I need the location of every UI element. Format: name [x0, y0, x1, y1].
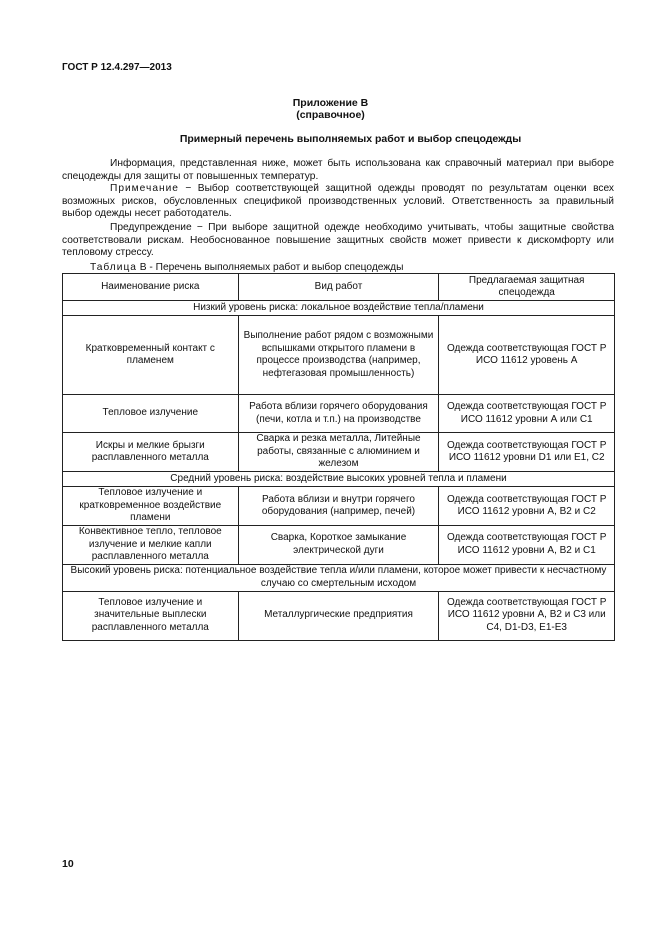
risk-cell: Тепловое излучение: [63, 395, 239, 433]
table-header-row: [63, 274, 615, 301]
page-number: 10: [62, 858, 74, 870]
clothing-cell: Одежда соответствующая ГОСТ Р ИСО 11612 уровни А, В2 и С1: [439, 526, 615, 565]
level-row-mid: [63, 472, 615, 487]
table-row: [63, 395, 615, 433]
warning-paragraph: Предупреждение − При выборе защитной одежде необходимо учитывать, чтобы защитные свойства соответствовали рискам. Необоснованное повышение защитных свойств может привести к дискомфорту или тепловому стрессу.: [62, 222, 614, 259]
table-row: [63, 316, 615, 395]
risk-cell: Тепловое излучение и значительные выплески расплавленного металла: [63, 591, 239, 640]
appendix-title: Приложение В: [292, 97, 369, 109]
info-paragraph: Информация, представленная ниже, может быть использована как справочный материал при выборе спецодежды для защиты от повышенных температур.: [62, 158, 614, 182]
work-cell: Металлургические предприятия: [238, 591, 439, 640]
clothing-cell: Одежда соответствующая ГОСТ Р ИСО 11612 уровни А, В2 и С3 или С4, D1-D3, E1-E3: [439, 591, 615, 640]
work-cell: Работа вблизи и внутри горячего оборудования (например, печей): [238, 487, 439, 526]
work-cell: Сварка и резка металла, Литейные работы, связанные с алюминием и железом: [238, 433, 439, 472]
risk-cell: Искры и мелкие брызги расплавленного металла: [63, 433, 239, 472]
clothing-cell: Одежда соответствующая ГОСТ Р ИСО 11612 уровни D1 или E1, C2: [439, 433, 615, 472]
level-low: Низкий уровень риска: локальное воздействие тепла/пламени: [63, 301, 615, 316]
level-row-high: [63, 564, 615, 591]
table-row: [63, 487, 615, 526]
work-cell: Работа вблизи горячего оборудования (печи, котла и т.п.) на производстве: [238, 395, 439, 433]
section-heading: Примерный перечень выполняемых работ и выбор спецодежды: [179, 133, 522, 145]
table-caption-label: Таблица: [90, 262, 137, 273]
risk-cell: Кратковременный контакт с пламенем: [63, 316, 239, 395]
table-row: [63, 591, 615, 640]
work-clothing-table: [62, 273, 615, 641]
header-work: Вид работ: [238, 274, 439, 301]
clothing-cell: Одежда соответствующая ГОСТ Р ИСО 11612 уровень А: [439, 316, 615, 395]
header-risk: Наименование риска: [63, 274, 239, 301]
appendix-subtitle: (справочное): [296, 109, 365, 121]
work-cell: Сварка, Короткое замыкание электрической дуги: [238, 526, 439, 565]
level-row-low: [63, 301, 615, 316]
level-high: Высокий уровень риска: потенциальное воздействие тепла и/или пламени, которое может привести к несчастному случаю со смертельным исходом: [63, 564, 615, 591]
note-paragraph: [62, 183, 614, 221]
risk-cell: Тепловое излучение и кратковременное воздействие пламени: [63, 487, 239, 526]
table-row: [63, 433, 615, 472]
note-text: − Выбор соответствующей защитной одежды проводят по результатам оценки всех возможных рисков, обусловленных спецификой производственных условий. Ответственность за правильный выбор одежды несет работодатель.: [62, 183, 614, 220]
header-clothing: Предлагаемая защитная спецодежда: [439, 274, 615, 301]
clothing-cell: Одежда соответствующая ГОСТ Р ИСО 11612 уровни А, В2 и С2: [439, 487, 615, 526]
work-cell: Выполнение работ рядом с возможными вспышками открытого пламени в процессе производства (например, нефтегазовая промышленность): [238, 316, 439, 395]
note-label: Примечание: [110, 183, 179, 194]
document-code: ГОСТ Р 12.4.297—2013: [62, 62, 172, 73]
risk-cell: Конвективное тепло, тепловое излучение и мелкие капли расплавленного металла: [63, 526, 239, 565]
clothing-cell: Одежда соответствующая ГОСТ Р ИСО 11612 уровни А или С1: [439, 395, 615, 433]
level-mid: Средний уровень риска: воздействие высоких уровней тепла и пламени: [63, 472, 615, 487]
table-caption-text: В - Перечень выполняемых работ и выбор спецодежды: [136, 262, 404, 273]
table-row: [63, 526, 615, 565]
